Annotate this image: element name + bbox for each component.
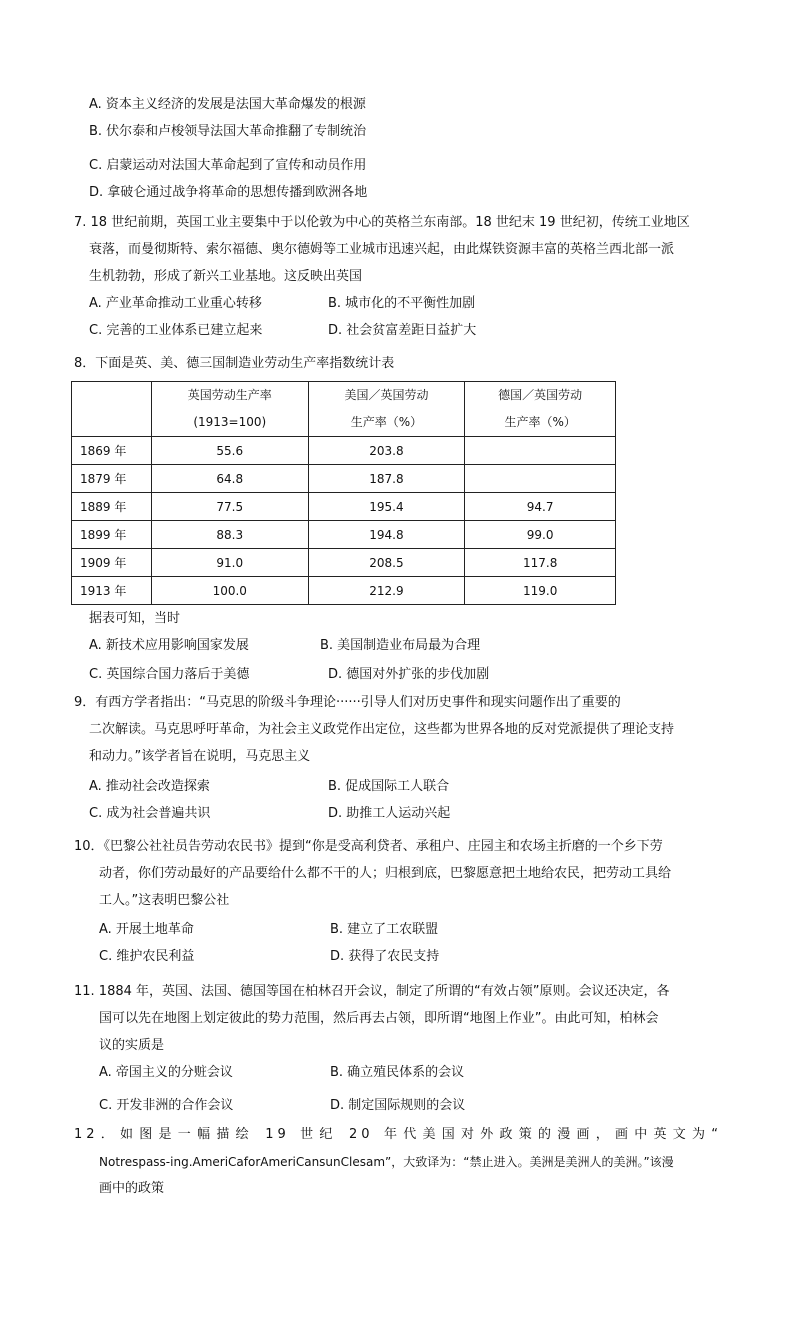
uk-value: 91.0	[151, 549, 308, 577]
us-uk-value: 187.8	[308, 465, 465, 493]
year-cell: 1869 年	[72, 437, 152, 465]
us-uk-value: 212.9	[308, 577, 465, 605]
q6-option-a: A. 资本主义经济的发展是法国大革命爆发的根源	[89, 97, 366, 112]
table-row	[72, 577, 616, 605]
uk-value: 55.6	[151, 437, 308, 465]
us-uk-value: 195.4	[308, 493, 465, 521]
de-uk-value: 99.0	[465, 521, 616, 549]
q6-option-d: D. 拿破仑通过战争将革命的思想传播到欧洲各地	[89, 185, 368, 200]
q11-stem-line-3: 议的实质是	[99, 1038, 165, 1053]
q7-option-a: A. 产业革命推动工业重心转移	[89, 296, 262, 311]
q7-stem-line-3: 生机勃勃，形成了新兴工业基地。这反映出英国	[89, 269, 363, 284]
uk-value: 88.3	[151, 521, 308, 549]
header-us-uk-ratio: 美国／英国劳动 生产率（%）	[308, 382, 465, 437]
de-uk-value: 94.7	[465, 493, 616, 521]
q11-option-a: A. 帝国主义的分赃会议	[99, 1065, 233, 1080]
table-row	[72, 549, 616, 577]
q8-option-b: B. 美国制造业布局最为合理	[320, 638, 481, 653]
de-uk-value	[465, 437, 616, 465]
table-row	[72, 437, 616, 465]
q9-option-d: D. 助推工人运动兴起	[328, 806, 451, 821]
q8-option-a: A. 新技术应用影响国家发展	[89, 638, 249, 653]
year-cell: 1879 年	[72, 465, 152, 493]
q9-option-b: B. 促成国际工人联合	[328, 779, 450, 794]
q7-option-d: D. 社会贫富差距日益扩大	[328, 323, 477, 338]
header-de-uk-ratio: 德国／英国劳动 生产率（%）	[465, 382, 616, 437]
q7-stem-line-2: 衰落，而曼彻斯特、索尔福德、奥尔德姆等工业城市迅速兴起，由此煤铁资源丰富的英格兰西北部一派	[89, 242, 675, 257]
q9-stem-line-3: 和动力。”该学者旨在说明，马克思主义	[89, 749, 311, 764]
q7-stem-line-1: 7. 18 世纪前期，英国工业主要集中于以伦敦为中心的英格兰东南部。18 世纪末 19 世纪初，传统工业地区	[74, 215, 690, 230]
q8-option-d: D. 德国对外扩张的步伐加剧	[328, 667, 490, 682]
q10-option-b: B. 建立了工农联盟	[330, 922, 439, 937]
header-uk-productivity: 英国劳动生产率 (1913=100)	[151, 382, 308, 437]
q9-stem-line-2: 二次解读。马克思呼吁革命，为社会主义政党作出定位，这些都为世界各地的反对党派提供了理论支持	[89, 722, 675, 737]
q11-option-b: B. 确立殖民体系的会议	[330, 1065, 465, 1080]
table-row	[72, 521, 616, 549]
q12-stem-line-1: 12．如图是一幅描绘 19 世纪 20 年代美国对外政策的漫画，画中英文为“	[74, 1127, 722, 1142]
productivity-table	[71, 381, 616, 605]
uk-value: 77.5	[151, 493, 308, 521]
q7-option-c: C. 完善的工业体系已建立起来	[89, 323, 263, 338]
q7-option-b: B. 城市化的不平衡性加剧	[328, 296, 476, 311]
q8-option-c: C. 英国综合国力落后于美德	[89, 667, 250, 682]
header-empty	[72, 382, 152, 437]
table-row	[72, 493, 616, 521]
year-cell: 1909 年	[72, 549, 152, 577]
q10-option-a: A. 开展土地革命	[99, 922, 194, 937]
q11-option-c: C. 开发非洲的合作会议	[99, 1098, 234, 1113]
uk-value: 100.0	[151, 577, 308, 605]
de-uk-value: 117.8	[465, 549, 616, 577]
q11-stem-line-1: 11. 1884 年，英国、法国、德国等国在柏林召开会议，制定了所谓的“有效占领”原则。会议还决定，各	[74, 984, 670, 999]
q11-option-d: D. 制定国际规则的会议	[330, 1098, 466, 1113]
q10-stem-line-3: 工人。”这表明巴黎公社	[99, 893, 230, 908]
q9-stem-line-1: 9．有西方学者指出：“马克思的阶级斗争理论······引导人们对历史事件和现实问题作出了重要的	[74, 695, 621, 710]
us-uk-value: 203.8	[308, 437, 465, 465]
year-cell: 1913 年	[72, 577, 152, 605]
year-cell: 1899 年	[72, 521, 152, 549]
q10-stem-line-2: 动者，你们劳动最好的产品要给什么都不干的人；归根到底，巴黎愿意把土地给农民，把劳动工具给	[99, 866, 672, 881]
uk-value: 64.8	[151, 465, 308, 493]
table-header-row	[72, 382, 616, 437]
q10-option-c: C. 维护农民利益	[99, 949, 195, 964]
q8-followup: 据表可知，当时	[89, 611, 181, 626]
q6-option-c: C. 启蒙运动对法国大革命起到了宣传和动员作用	[89, 158, 367, 173]
de-uk-value: 119.0	[465, 577, 616, 605]
q11-stem-line-2: 国可以先在地图上划定彼此的势力范围，然后再去占领，即所谓“地图上作业”。由此可知，柏林会	[99, 1011, 659, 1026]
de-uk-value	[465, 465, 616, 493]
q10-option-d: D. 获得了农民支持	[330, 949, 440, 964]
q9-option-a: A. 推动社会改造探索	[89, 779, 210, 794]
q12-stem-line-2: Notrespass-ing.AmeriCaforAmeriCansunClesam”，大致译为：“禁止进入。美洲是美洲人的美洲。”该漫	[99, 1155, 674, 1169]
q6-option-b: B. 伏尔泰和卢梭领导法国大革命推翻了专制统治	[89, 124, 367, 139]
us-uk-value: 208.5	[308, 549, 465, 577]
q10-stem-line-1: 10．《巴黎公社社员告劳动农民书》提到“你是受高利贷者、承租户、庄园主和农场主折磨的一个乡下劳	[74, 839, 663, 854]
q9-option-c: C. 成为社会普遍共识	[89, 806, 211, 821]
q12-stem-line-3: 画中的政策	[99, 1181, 165, 1196]
us-uk-value: 194.8	[308, 521, 465, 549]
year-cell: 1889 年	[72, 493, 152, 521]
q8-stem: 8．下面是英、美、德三国制造业劳动生产率指数统计表	[74, 356, 395, 371]
table-row	[72, 465, 616, 493]
